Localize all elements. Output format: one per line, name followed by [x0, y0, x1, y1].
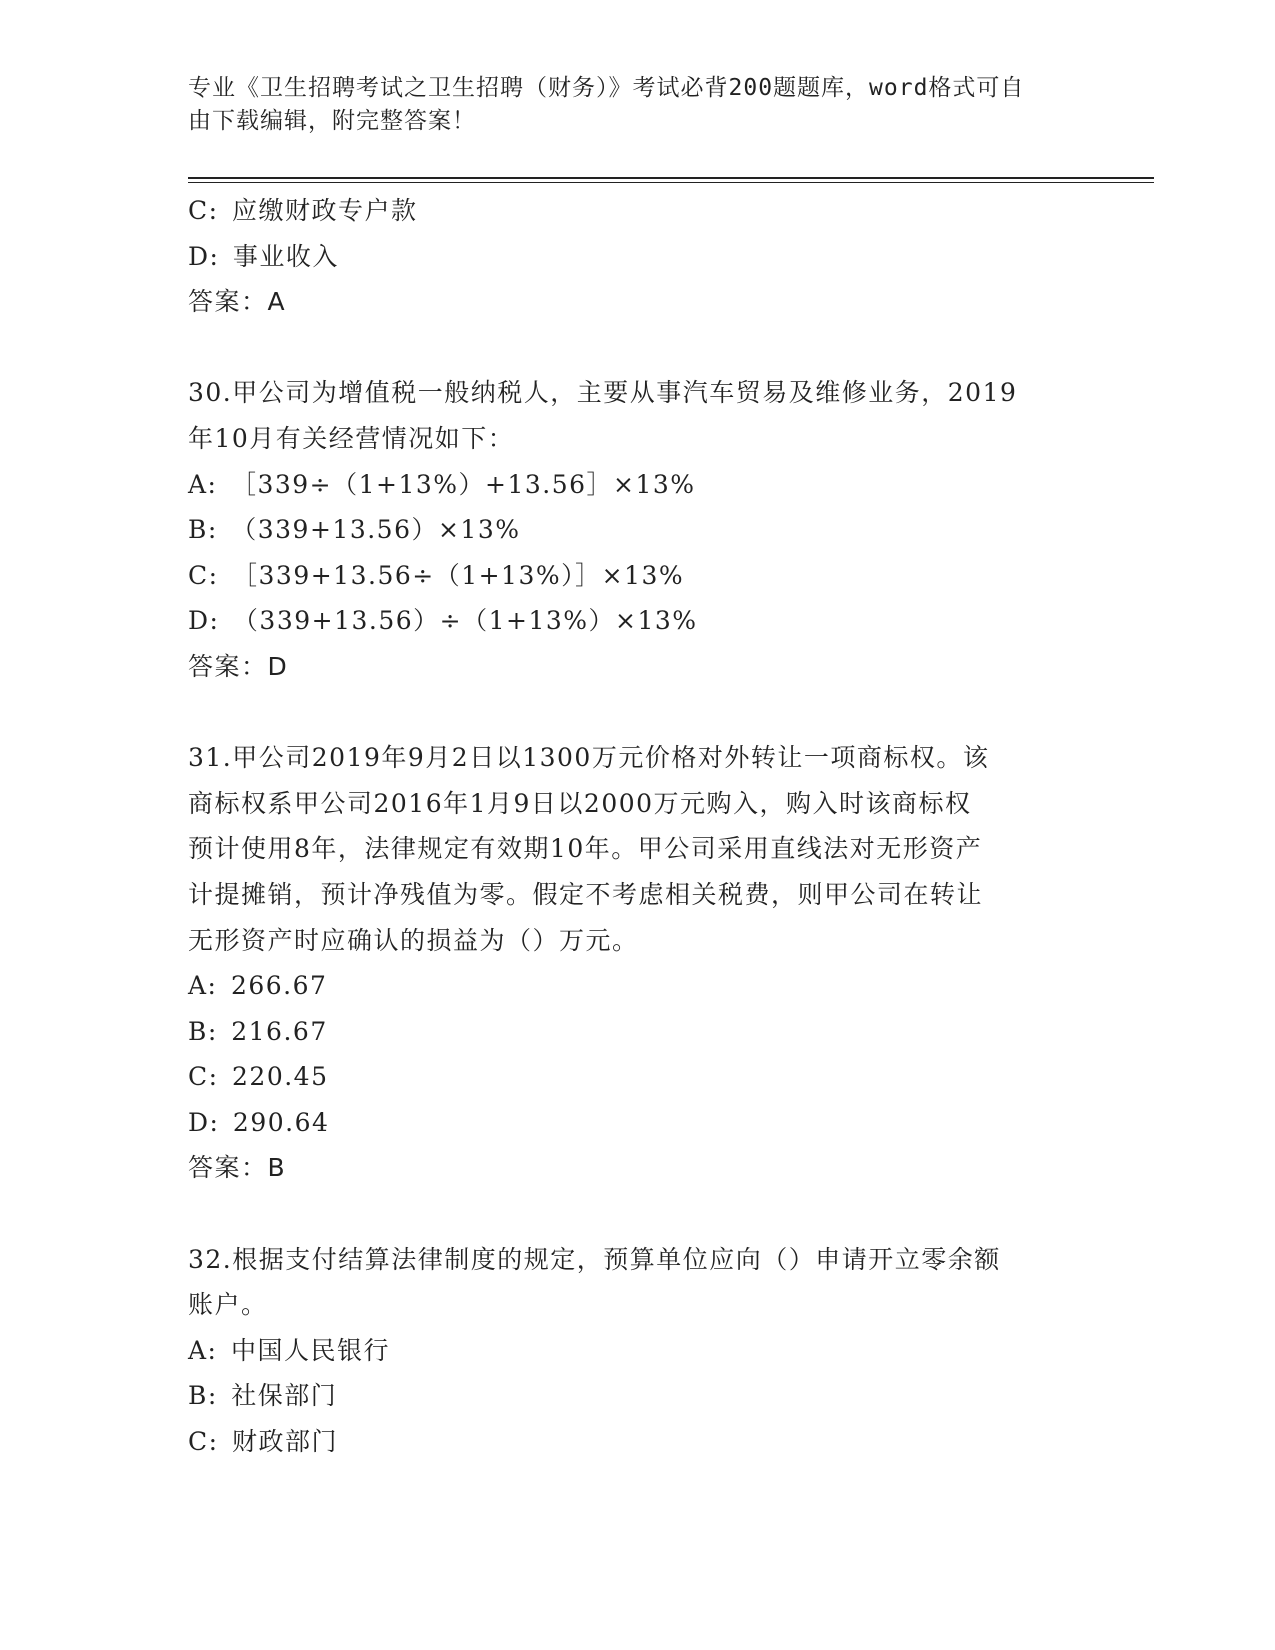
option-a: A: 中国人民银行 [188, 1335, 390, 1365]
option-d: D: 事业收入 [188, 241, 339, 271]
answer-line: 答案：D [188, 651, 289, 681]
question-stem: 预计使用8年，法律规定有效期10年。甲公司采用直线法对无形资产 [188, 834, 983, 864]
question-stem: 30.甲公司为增值税一般纳税人，主要从事汽车贸易及维修业务，2019 [188, 378, 1018, 408]
question-stem: 31.甲公司2019年9月2日以1300万元价格对外转让一项商标权。该 [188, 743, 990, 773]
header-divider-thick [188, 177, 1154, 179]
document-header [188, 72, 1088, 138]
option-c: C: 应缴财政专户款 [188, 196, 418, 225]
header-line-1: 专业《卫生招聘考试之卫生招聘（财务）》考试必背200题题库，word格式可自 [188, 75, 1025, 101]
answer-line: 答案：A [188, 287, 287, 317]
spacer [188, 690, 1088, 736]
option-d: D: （339+13.56）÷（1+13%）×13% [188, 606, 698, 636]
header-divider-thin [188, 182, 1154, 183]
answer-line: 答案：B [188, 1153, 287, 1183]
option-c: C: ［339+13.56÷（1+13%）］×13% [188, 560, 685, 590]
question-stem: 商标权系甲公司2016年1月9日以2000万元购入，购入时该商标权 [188, 788, 972, 818]
question-31 [188, 735, 1088, 1191]
option-a: A: 266.67 [188, 971, 328, 1001]
question-stem: 无形资产时应确认的损益为（）万元。 [188, 925, 639, 955]
option-c: C: 220.45 [188, 1062, 329, 1092]
question-stem: 计提摊销，预计净残值为零。假定不考虑相关税费，则甲公司在转让 [188, 879, 984, 909]
question-29-tail [188, 188, 1088, 325]
question-list [188, 188, 1088, 1465]
question-30 [188, 370, 1088, 689]
option-c: C: 财政部门 [188, 1427, 339, 1457]
option-a: A: ［339÷（1+13%）+13.56］×13% [188, 469, 696, 499]
option-b: B: （339+13.56）×13% [188, 515, 521, 545]
spacer [188, 325, 1088, 371]
question-32 [188, 1237, 1088, 1465]
question-stem: 账户。 [188, 1290, 268, 1320]
question-stem: 32.根据支付结算法律制度的规定，预算单位应向（）申请开立零余额 [188, 1244, 1001, 1274]
question-stem: 年10月有关经营情况如下： [188, 423, 515, 453]
option-b: B: 社保部门 [188, 1381, 338, 1411]
header-line-2: 由下载编辑，附完整答案！ [188, 108, 476, 134]
option-d: D: 290.64 [188, 1107, 330, 1137]
spacer [188, 1191, 1088, 1237]
option-b: B: 216.67 [188, 1016, 328, 1046]
